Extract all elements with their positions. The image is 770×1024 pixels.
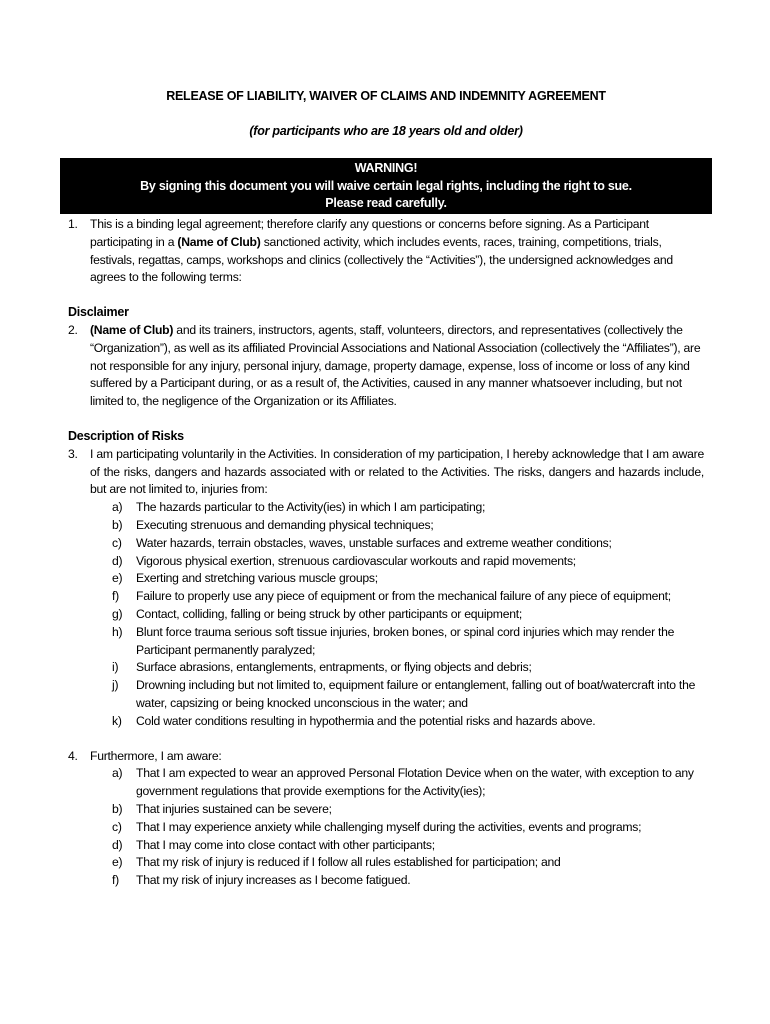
list-item	[112, 872, 704, 890]
warning-line-3: Please read carefully.	[325, 196, 447, 210]
list-item	[112, 499, 704, 517]
clause-1	[68, 216, 704, 287]
section-heading-risks: Description of Risks	[68, 428, 184, 443]
clause-text: I am participating voluntarily in the Activities. In consideration of my participation, I hereby acknowledge that I am aware of the risks, dangers and hazards associated with or related to the Activities. The risks, dangers and hazards include, but are not limited to, injuries from:	[90, 446, 704, 497]
list-item	[112, 606, 704, 624]
list-item	[112, 659, 704, 677]
list-item-label: c)	[112, 535, 122, 550]
list-item-label: a)	[112, 500, 123, 515]
list-item-text: The hazards particular to the Activity(ies) in which I am participating;	[136, 500, 486, 515]
list-item-label: f)	[112, 873, 119, 888]
list-item	[112, 854, 704, 872]
clause-text-part: This is a binding legal agreement; therefore clarify any questions or concerns before signing. As a Participant participating in a	[90, 217, 649, 249]
list-item-text: Drowning including but not limited to, equipment failure or entanglement, falling out of boat/watercraft into the water, capsizing or being knocked unconscious in the water; and	[136, 678, 696, 710]
warning-line-2: By signing this document you will waive certain legal rights, including the right to sue.	[140, 178, 632, 193]
club-name-placeholder: (Name of Club)	[90, 322, 174, 337]
list-item-text: That injuries sustained can be severe;	[136, 801, 332, 816]
list-item	[112, 624, 704, 660]
clause-text	[90, 216, 704, 287]
section-heading-disclaimer: Disclaimer	[68, 305, 129, 320]
list-item-label: i)	[112, 660, 119, 675]
clause-2	[68, 322, 704, 411]
clause-text-part: sanctioned activity, which includes events, races, training, competitions, trials, festivals, regattas, camps, workshops and clinics (collectively the “Activities”), the undersigned acknowledges and agrees to the following terms:	[90, 234, 673, 285]
list-item	[112, 553, 704, 571]
list-item-text: Contact, colliding, falling or being struck by other participants or equipment;	[136, 606, 523, 621]
clause-3	[68, 446, 704, 499]
list-item-text: Failure to properly use any piece of equipment or from the mechanical failure of any piece of equipment;	[136, 589, 671, 604]
list-item-label: c)	[112, 819, 122, 834]
list-item	[112, 517, 704, 535]
warning-line-1: WARNING!	[354, 161, 418, 175]
list-item-text: Blunt force trauma serious soft tissue injuries, broken bones, or spinal cord injuries which may render the Participant permanently paralyzed;	[136, 624, 675, 657]
list-item-text: Executing strenuous and demanding physical techniques;	[136, 517, 434, 532]
document-title: RELEASE OF LIABILITY, WAIVER OF CLAIMS AND INDEMNITY AGREEMENT	[166, 89, 606, 103]
list-item-text: That I may experience anxiety while challenging myself during the activities, events and programs;	[136, 819, 642, 834]
warning-banner	[60, 158, 712, 214]
list-item	[112, 588, 704, 606]
list-item-text: Cold water conditions resulting in hypothermia and the potential risks and hazards above.	[136, 713, 596, 728]
list-item-label: d)	[112, 553, 123, 568]
list-item-label: e)	[112, 855, 123, 870]
clause-number: 1.	[68, 217, 78, 231]
list-item-label: d)	[112, 837, 123, 852]
list-item-text: Water hazards, terrain obstacles, waves, unstable surfaces and extreme weather conditions;	[136, 535, 612, 550]
list-item	[112, 765, 704, 801]
list-item-label: a)	[112, 766, 123, 781]
list-item	[112, 677, 704, 713]
clause-text	[90, 322, 704, 411]
list-item-label: e)	[112, 571, 123, 586]
list-item-label: f)	[112, 589, 119, 604]
list-item	[112, 713, 704, 731]
list-item-label: b)	[112, 801, 123, 816]
clause-text: Furthermore, I am aware:	[90, 748, 222, 763]
list-item-label: b)	[112, 517, 123, 532]
list-item-text: That my risk of injury is reduced if I follow all rules established for participation; and	[136, 855, 561, 870]
list-item-text: Surface abrasions, entanglements, entrapments, or flying objects and debris;	[136, 660, 532, 675]
risk-list	[68, 499, 704, 730]
list-item-text: Exerting and stretching various muscle groups;	[136, 571, 378, 586]
list-item-text: That I am expected to wear an approved Personal Flotation Device when on the water, with exception to any government regulations that provide exemptions for the Activity(ies);	[136, 766, 694, 799]
list-item	[112, 801, 704, 819]
list-item-label: k)	[112, 713, 122, 728]
list-item	[112, 570, 704, 588]
list-item-text: That my risk of injury increases as I become fatigued.	[136, 873, 411, 888]
list-item	[112, 837, 704, 855]
clause-number: 2.	[68, 322, 78, 337]
list-item-label: j)	[112, 678, 119, 693]
clause-number: 3.	[68, 446, 78, 461]
list-item-label: h)	[112, 624, 123, 639]
awareness-list	[68, 765, 704, 890]
clause-text-part: and its trainers, instructors, agents, staff, volunteers, directors, and representatives (collectively the “Organization”), as well as its affiliated Provincial Associations and National Association (collectively the “Affiliates”), are not responsible for any injury, personal injury, damage, property damage, expense, loss of income or loss of any kind suffered by a Participant during, or as a result of, the Activities, caused in any manner whatsoever including, but not limited to, the negligence of the Organization or its Affiliates.	[90, 322, 701, 409]
club-name-placeholder: (Name of Club)	[177, 234, 261, 249]
list-item-text: That I may come into close contact with other participants;	[136, 837, 435, 852]
list-item-text: Vigorous physical exertion, strenuous cardiovascular workouts and rapid movements;	[136, 553, 576, 568]
list-item-label: g)	[112, 606, 123, 621]
list-item	[112, 535, 704, 553]
document-subtitle: (for participants who are 18 years old and older)	[249, 124, 523, 138]
agreement-body	[68, 216, 704, 890]
clause-4	[68, 748, 704, 766]
list-item	[112, 819, 704, 837]
clause-number: 4.	[68, 748, 78, 763]
